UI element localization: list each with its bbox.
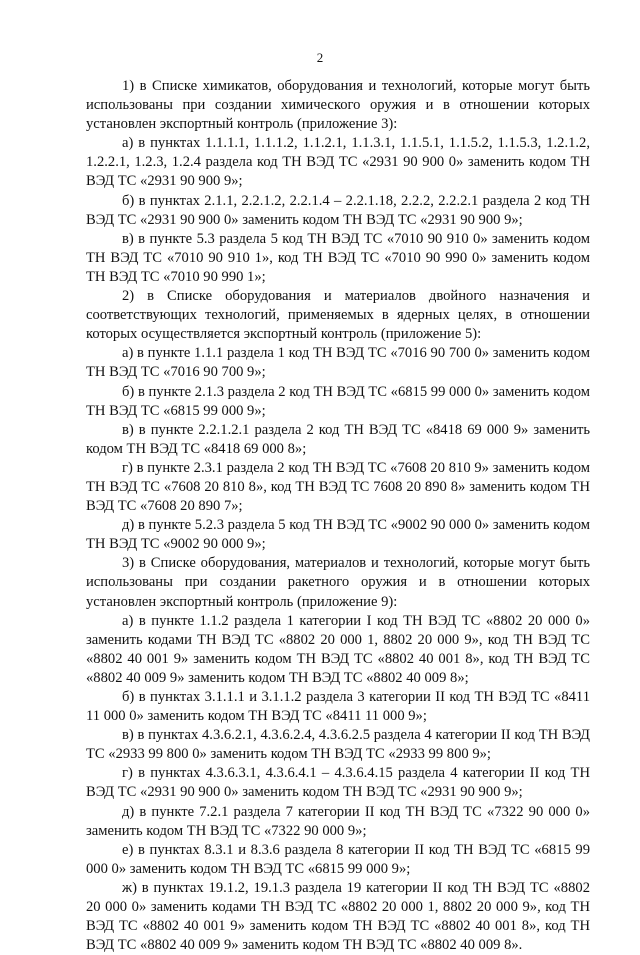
paragraph-3g: г) в пунктах 4.3.6.3.1, 4.3.6.4.1 – 4.3.6.4.15 раздела 4 категории II код ТН ВЭД ТС «2931 90 900 0» заменить кодом ТН ВЭД ТС «2931 90 900 9»; [86,765,590,801]
document-body [86,77,590,955]
paragraph-3v: в) в пунктах 4.3.6.2.1, 4.3.6.2.4, 4.3.6.2.5 раздела 4 категории II код ТН ВЭД ТС «2933 99 800 0» заменить кодом ТН ВЭД ТС «2933 99 800 9»; [86,727,590,763]
paragraph-2g: г) в пункте 2.3.1 раздела 2 код ТН ВЭД ТС «7608 20 810 9» заменить кодом ТН ВЭД ТС «7608 20 810 8», код ТН ВЭД ТС 7608 20 890 8» заменить кодом ТН ВЭД ТС «7608 20 890 7»; [86,459,590,515]
paragraph-3b: б) в пунктах 3.1.1.1 и 3.1.1.2 раздела 3 категории II код ТН ВЭД ТС «8411 11 000 0» заменить кодом ТН ВЭД ТС «8411 11 000 9»; [86,689,590,725]
paragraph-2v: в) в пункте 2.2.1.2.1 раздела 2 код ТН ВЭД ТС «8418 69 000 9» заменить кодом ТН ВЭД ТС «8418 69 000 8»; [86,421,590,457]
paragraph-2: 2) в Списке оборудования и материалов двойного назначения и соответствующих технологий, применяемых в ядерных целях, в отношении которых осуществляется экспортный контроль (приложение 5): [86,288,590,343]
paragraph-2d: д) в пункте 5.2.3 раздела 5 код ТН ВЭД ТС «9002 90 000 0» заменить кодом ТН ВЭД ТС «9002 90 000 9»; [86,517,590,553]
paragraph-3e: е) в пунктах 8.3.1 и 8.3.6 раздела 8 категории II код ТН ВЭД ТС «6815 99 000 0» заменить кодом ТН ВЭД ТС «6815 99 000 9»; [86,841,590,877]
paragraph-1b: б) в пунктах 2.1.1, 2.2.1.2, 2.2.1.4 – 2.2.1.18, 2.2.2, 2.2.2.1 раздела 2 код ТН ВЭД ТС «2931 90 900 0» заменить кодом ТН ВЭД ТС «2931 90 900 9»; [86,192,590,228]
paragraph-1v: в) в пункте 5.3 раздела 5 код ТН ВЭД ТС «7010 90 910 0» заменить кодом ТН ВЭД ТС «7010 90 910 1», код ТН ВЭД ТС «7010 90 990 0» заменить кодом ТН ВЭД ТС «7010 90 990 1»; [86,230,590,285]
paragraph-3d: д) в пункте 7.2.1 раздела 7 категории II код ТН ВЭД ТС «7322 90 000 0» заменить кодом ТН ВЭД ТС «7322 90 000 9»; [86,803,590,839]
paragraph-3zh: ж) в пунктах 19.1.2, 19.1.3 раздела 19 категории II код ТН ВЭД ТС «8802 20 000 0» заменить кодами ТН ВЭД ТС «8802 20 000 1, 8802 20 000 9», код ТН ВЭД ТС «8802 40 001 9» заменить кодом ТН ВЭД ТС «8802 40 001 8», код ТН ВЭД ТС «8802 40 009 9» заменить кодом ТН ВЭД ТС «8802 40 009 8». [86,879,590,954]
paragraph-1a: а) в пунктах 1.1.1.1, 1.1.1.2, 1.1.2.1, 1.1.3.1, 1.1.5.1, 1.1.5.2, 1.1.5.3, 1.2.1.2, 1.2.2.1, 1.2.3, 1.2.4 раздела код ТН ВЭД ТС «2931 90 900 0» заменить кодом ТН ВЭД ТС «2931 90 900 9»; [86,135,590,190]
paragraph-3a: а) в пункте 1.1.2 раздела 1 категории I код ТН ВЭД ТС «8802 20 000 0» заменить кодами ТН ВЭД ТС «8802 20 000 1, 8802 20 000 9», код ТН ВЭД ТС «8802 40 001 9» заменить кодом ТН ВЭД ТС «8802 40 001 8», код ТН ВЭД ТС «8802 40 009 9» заменить кодом ТН ВЭД ТС «8802 40 009 8»; [86,612,590,686]
paragraph-2a: а) в пункте 1.1.1 раздела 1 код ТН ВЭД ТС «7016 90 700 0» заменить кодом ТН ВЭД ТС «7016 90 700 9»; [86,345,590,381]
page-number: 2 [316,50,324,65]
paragraph-1: 1) в Списке химикатов, оборудования и технологий, которые могут быть использованы при создании химического оружия и в отношении которых установлен экспортный контроль (приложение 3): [86,78,590,133]
paragraph-2b: б) в пункте 2.1.3 раздела 2 код ТН ВЭД ТС «6815 99 000 0» заменить кодом ТН ВЭД ТС «6815 99 000 9»; [86,383,590,419]
paragraph-3: 3) в Списке оборудования, материалов и технологий, которые могут быть использованы при создании ракетного оружия и в отношении которых установлен экспортный контроль (приложение 9): [86,555,590,610]
